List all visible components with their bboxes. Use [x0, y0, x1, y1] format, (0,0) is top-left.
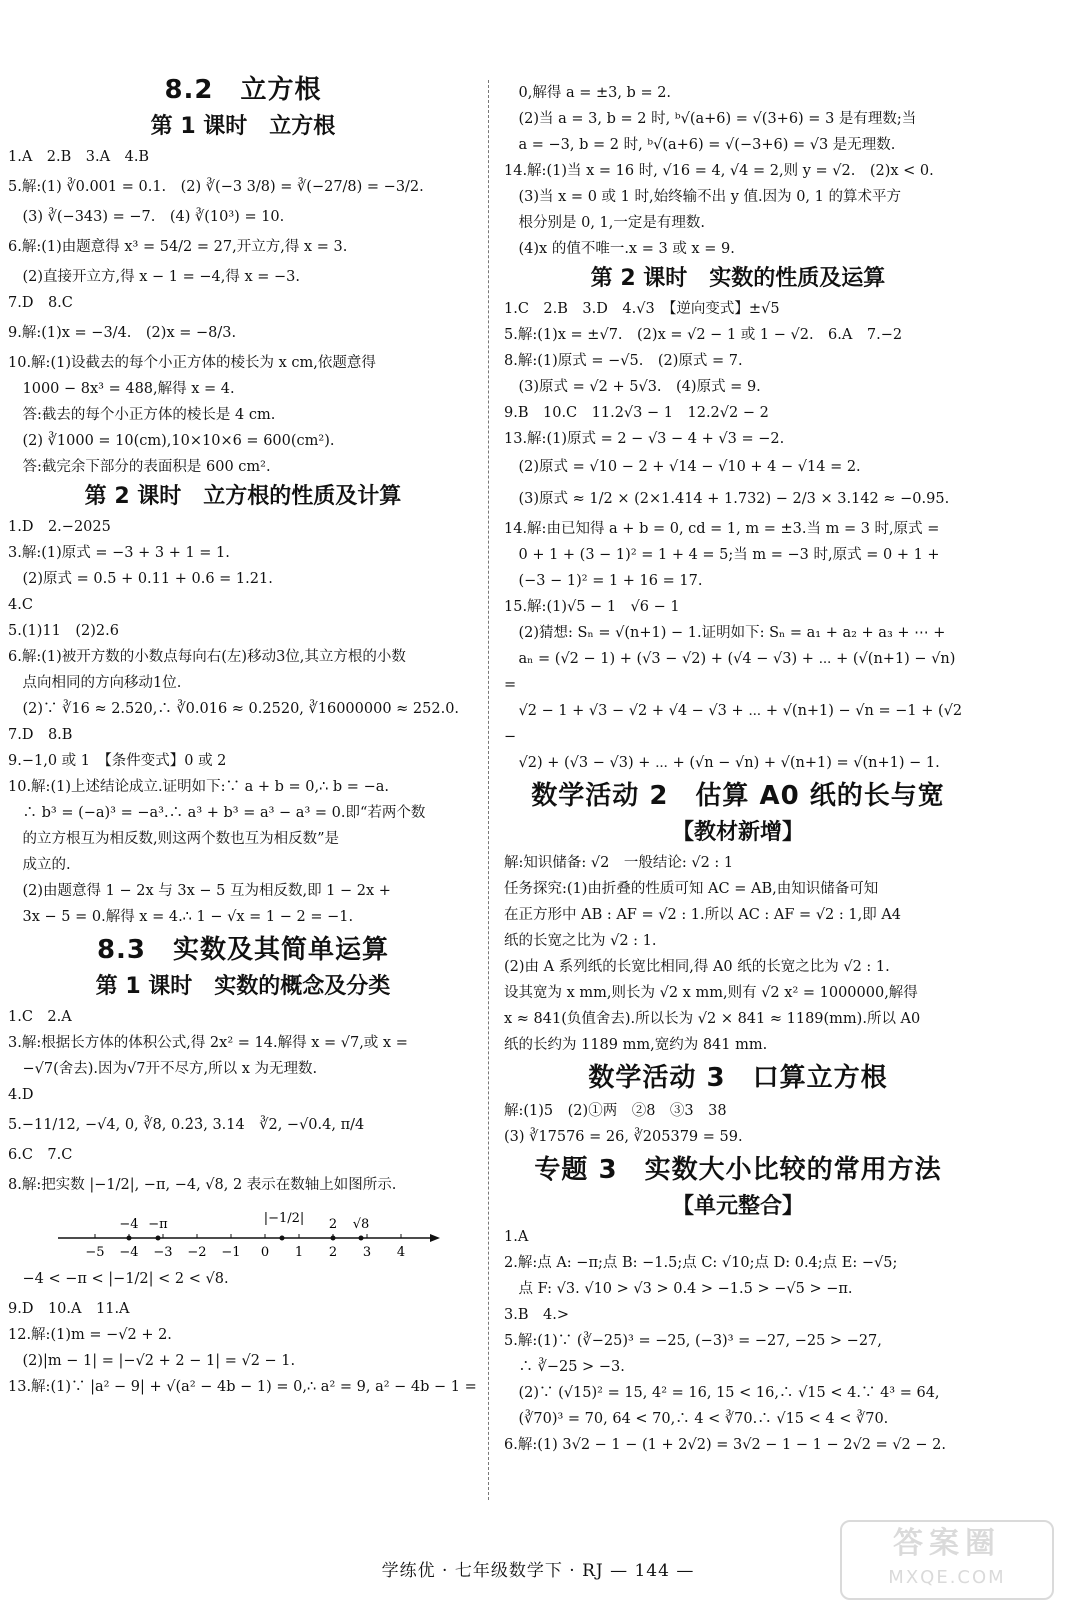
answer-line: 7.D 8.B	[8, 727, 73, 743]
answer-line: 1000 − 8x³ = 488,解得 x = 4.	[8, 381, 235, 397]
answer-block	[8, 144, 478, 480]
answer-line: (∛70)³ = 70, 64 < 70,∴ 4 < ∛70.∴ √15 < 4 < ∛70.	[504, 1411, 889, 1427]
tick-label: 3	[362, 1245, 372, 1260]
answer-block	[8, 1262, 478, 1400]
answer-line: (2)猜想: Sₙ = √(n+1) − 1.证明如下: Sₙ = a₁ + a₂ + a₃ + ⋯ +	[504, 625, 946, 641]
answer-line: (−3 − 1)² = 1 + 16 = 17.	[504, 573, 703, 589]
answer-line: (3)原式 = √2 + 5√3. (4)原式 = 9.	[504, 379, 761, 395]
answer-line: 答:截去的每个小正方体的棱长是 4 cm.	[8, 407, 276, 423]
answer-line: ∴ b³ = (−a)³ = −a³.∴ a³ + b³ = a³ − a³ = 0.即“若两个数	[8, 805, 426, 821]
number-line-graphic	[8, 1204, 448, 1262]
point-label: 2	[328, 1217, 338, 1232]
tick-label: 4	[396, 1245, 406, 1260]
answer-line: (2)由 A 系列纸的长宽比相同,得 A0 纸的长宽之比为 √2 : 1.	[504, 959, 890, 975]
answer-line: 点 F: √3. √10 > √3 > 0.4 > −1.5 > −√5 > −π.	[504, 1281, 853, 1297]
answer-line: (2)∵ ∛16 ≈ 2.520,∴ ∛0.016 ≈ 0.2520, ∛16000000 ≈ 252.0.	[8, 701, 460, 717]
answer-line: 6.解:(1) 3√2 − 1 − (1 + 2√2) = 3√2 − 1 − 1 − 2√2 = √2 − 2.	[504, 1437, 946, 1453]
answer-line: x ≈ 841(负值舍去).所以长为 √2 × 841 ≈ 1189(mm).所以 A0	[504, 1011, 921, 1027]
point-marker	[331, 1236, 336, 1241]
right-column	[504, 80, 972, 1458]
answer-line: −√7(舍去).因为√7开不尽方,所以 x 为无理数.	[8, 1061, 318, 1077]
answer-line: 5.解:(1)x = ±√7. (2)x = √2 − 1 或 1 − √2. 6.A 7.−2	[504, 327, 903, 343]
section-title: 8.3 实数及其简单运算	[96, 935, 390, 965]
answer-line: 点向相同的方向移动1位.	[8, 675, 182, 691]
answer-line: 15.解:(1)√5 − 1 √6 − 1	[504, 599, 680, 615]
answer-line: (2)|m − 1| = |−√2 + 2 − 1| = √2 − 1.	[8, 1353, 296, 1369]
watermark-logo	[840, 1520, 1054, 1600]
answer-line: 1.C 2.A	[8, 1009, 72, 1025]
answer-block	[504, 1224, 972, 1458]
lesson-title: 第 2 课时 立方根的性质及计算	[84, 484, 402, 509]
answer-line: 答:截完余下部分的表面积是 600 cm².	[8, 459, 271, 475]
answer-line: 5.−11/12, −√4, 0, ∛8, 0.2̇3̇, 3.14 ∛2, −√0.4, π/4	[8, 1117, 365, 1133]
lesson-title: 第 1 课时 立方根	[150, 114, 336, 139]
tick-label: 2	[328, 1245, 338, 1260]
answer-line: (2)当 a = 3, b = 2 时, ᵇ√(a+6) = √(3+6) = 3 是有理数;当	[504, 111, 917, 127]
answer-line: 5.解:(1) ∛0.001 = 0.1. (2) ∛(−3 3/8) = ∛(−27/8) = −3/2.	[8, 179, 424, 195]
answer-line: 5.解:(1)∵ (∛−25)³ = −25, (−3)³ = −27, −25 > −27,	[504, 1333, 882, 1349]
answer-line: 1.C 2.B 3.D 4.√3 【逆向变式】±√5	[504, 301, 780, 317]
answer-line: 3.解:(1)原式 = −3 + 3 + 1 = 1.	[8, 545, 230, 561]
answer-block	[504, 1098, 972, 1150]
answer-line: (2)直接开立方,得 x − 1 = −4,得 x = −3.	[8, 269, 301, 285]
activity-title: 数学活动 3 口算立方根	[588, 1063, 888, 1093]
answer-line: 根分别是 0, 1,一定是有理数.	[504, 215, 705, 231]
answer-line: (2)由题意得 1 − 2x 与 3x − 5 互为相反数,即 1 − 2x +	[8, 883, 391, 899]
tick-label: −3	[153, 1245, 173, 1260]
answer-line: ∴ ∛−25 > −3.	[504, 1359, 625, 1375]
answer-line: 10.解:(1)设截去的每个小正方体的棱长为 x cm,依题意得	[8, 355, 376, 371]
lesson-title: 第 2 课时 实数的性质及运算	[590, 266, 886, 291]
answer-line: 1.A 2.B 3.A 4.B	[8, 149, 150, 165]
answer-line: 14.解:(1)当 x = 16 时, √16 = 4, √4 = 2,则 y = √2. (2)x < 0.	[504, 163, 934, 179]
activity-title: 数学活动 2 估算 A0 纸的长与宽	[531, 781, 945, 811]
answer-line: (2)原式 = √10 − 2 + √14 − √10 + 4 − √14 = 2.	[504, 459, 861, 475]
answer-line: √2 − 1 + √3 − √2 + √4 − √3 + ⋯ + √(n+1) − √n = −1 + (√2 −	[504, 703, 967, 745]
answer-line: (2)原式 = 0.5 + 0.11 + 0.6 = 1.21.	[8, 571, 273, 587]
point-marker	[156, 1236, 161, 1241]
answer-line: 纸的长宽之比为 √2 : 1.	[504, 933, 657, 949]
topic-title: 专题 3 实数大小比较的常用方法	[534, 1155, 942, 1185]
page-footer: 学练优 · 七年级数学下 · RJ — 144 —	[381, 1561, 695, 1581]
answer-line: 13.解:(1)∵ |a² − 9| + √(a² − 4b − 1) = 0,∴ a² = 9, a² − 4b − 1 =	[8, 1379, 477, 1395]
answer-line: (2) ∛1000 = 10(cm),10×10×6 = 600(cm²).	[8, 433, 335, 449]
answer-line: 8.解:(1)原式 = −√5. (2)原式 = 7.	[504, 353, 743, 369]
answer-line: 解:(1)5 (2)①两 ②8 ③3 38	[504, 1103, 727, 1119]
answer-line: 成立的.	[8, 857, 71, 873]
point-marker	[280, 1236, 285, 1241]
answer-line: 4.C	[8, 597, 33, 613]
answer-block	[504, 296, 972, 776]
answer-line: (2)∵ (√15)² = 15, 4² = 16, 15 < 16,∴ √15 < 4.∵ 4³ = 64,	[504, 1385, 940, 1401]
answer-line: 的立方根互为相反数,则这两个数也互为相反数”是	[8, 831, 340, 847]
watermark-url: MXQE.COM	[888, 1567, 1006, 1588]
tick-label: −4	[119, 1245, 139, 1260]
answer-line: 3.解:根据长方体的体积公式,得 2x² = 14.解得 x = √7,或 x =	[8, 1035, 408, 1051]
tick-label: −2	[187, 1245, 207, 1260]
left-column	[8, 70, 478, 1400]
activity-tag: 【教材新增】	[671, 820, 804, 845]
answer-line: 5.(1)11 (2)2.6	[8, 623, 119, 639]
answer-line: 任务探究:(1)由折叠的性质可知 AC = AB,由知识储备可知	[504, 881, 879, 897]
answer-line: (3) ∛(−343) = −7. (4) ∛(10³) = 10.	[8, 209, 285, 225]
tick-label: 1	[294, 1245, 304, 1260]
arrow-head-icon	[430, 1234, 440, 1242]
answer-line: 9.D 10.A 11.A	[8, 1301, 130, 1317]
answer-line: 14.解:由已知得 a + b = 0, cd = 1, m = ±3.当 m = 3 时,原式 =	[504, 521, 940, 537]
tick-label: 0	[260, 1245, 270, 1260]
topic-tag: 【单元整合】	[671, 1194, 804, 1219]
number-line	[8, 1204, 478, 1262]
answer-line: 9.−1,0 或 1 【条件变式】0 或 2	[8, 753, 227, 769]
answer-block	[8, 1004, 478, 1202]
answer-line: (3)原式 ≈ 1/2 × (2×1.414 + 1.732) − 2/3 × 3.142 ≈ −0.95.	[504, 491, 950, 507]
answer-line: 2.解:点 A: −π;点 B: −1.5;点 C: √10;点 D: 0.4;点 E: −√5;	[504, 1255, 898, 1271]
answer-line: 7.D 8.C	[8, 295, 73, 311]
point-label: √8	[352, 1217, 370, 1232]
lesson-title: 第 1 课时 实数的概念及分类	[95, 974, 391, 999]
answer-block	[504, 80, 972, 262]
point-label: |−1/2|	[263, 1211, 305, 1226]
answer-block	[8, 514, 478, 930]
answer-line: 1.D 2.−2025	[8, 519, 111, 535]
answer-line: 9.B 10.C 11.2√3 − 1 12.2√2 − 2	[504, 405, 769, 421]
point-marker	[359, 1236, 364, 1241]
answer-line: 6.C 7.C	[8, 1147, 73, 1163]
section-title: 8.2 立方根	[164, 75, 322, 105]
answer-block	[504, 850, 972, 1058]
answer-line: 4.D	[8, 1087, 34, 1103]
answer-line: 3x − 5 = 0.解得 x = 4.∴ 1 − √x = 1 − 2 = −1.	[8, 909, 354, 925]
answer-line: (3)当 x = 0 或 1 时,始终输不出 y 值.因为 0, 1 的算术平方	[504, 189, 901, 205]
answer-line: 12.解:(1)m = −√2 + 2.	[8, 1327, 172, 1343]
watermark-text: 答案圈	[893, 1526, 1001, 1561]
answer-line: 纸的长约为 1189 mm,宽约为 841 mm.	[504, 1037, 768, 1053]
answer-line: 1.A	[504, 1229, 529, 1245]
answer-line: −4 < −π < |−1/2| < 2 < √8.	[8, 1271, 229, 1287]
answer-line: 10.解:(1)上述结论成立.证明如下:∵ a + b = 0,∴ b = −a.	[8, 779, 389, 795]
answer-line: 0,解得 a = ±3, b = 2.	[504, 85, 672, 101]
tick-label: −5	[85, 1245, 105, 1260]
answer-line: 解:知识储备: √2 一般结论: √2 : 1	[504, 855, 734, 871]
answer-line: 设其宽为 x mm,则长为 √2 x mm,则有 √2 x² = 1000000,解得	[504, 985, 918, 1001]
answer-line: aₙ = (√2 − 1) + (√3 − √2) + (√4 − √3) + ⋯ + (√(n+1) − √n) =	[504, 651, 961, 693]
answer-line: 8.解:把实数 |−1/2|, −π, −4, √8, 2 表示在数轴上如图所示.	[8, 1177, 397, 1193]
answer-line: 6.解:(1)被开方数的小数点每向右(左)移动3位,其立方根的小数	[8, 649, 406, 665]
answer-line: 3.B 4.>	[504, 1307, 569, 1323]
point-marker	[127, 1236, 132, 1241]
point-label: −π	[148, 1217, 168, 1232]
answer-line: (4)x 的值不唯一.x = 3 或 x = 9.	[504, 241, 735, 257]
answer-line: √2) + (√3 − √3) + ⋯ + (√n − √n) + √(n+1) = √(n+1) − 1.	[504, 755, 940, 771]
column-divider	[488, 80, 489, 1500]
point-label: −4	[119, 1217, 139, 1232]
answer-line: 13.解:(1)原式 = 2 − √3 − 4 + √3 = −2.	[504, 431, 785, 447]
answer-line: a = −3, b = 2 时, ᵇ√(a+6) = √(−3+6) = √3 是无理数.	[504, 137, 896, 153]
answer-line: 9.解:(1)x = −3/4. (2)x = −8/3.	[8, 325, 237, 341]
answer-line: 6.解:(1)由题意得 x³ = 54/2 = 27,开立方,得 x = 3.	[8, 239, 348, 255]
answer-line: (3) ∛17576 = 26, ∛205379 = 59.	[504, 1129, 743, 1145]
answer-line: 在正方形中 AB : AF = √2 : 1.所以 AC : AF = √2 : 1,即 A4	[504, 907, 902, 923]
tick-label: −1	[221, 1245, 241, 1260]
answer-line: 0 + 1 + (3 − 1)² = 1 + 4 = 5;当 m = −3 时,原式 = 0 + 1 +	[504, 547, 940, 563]
